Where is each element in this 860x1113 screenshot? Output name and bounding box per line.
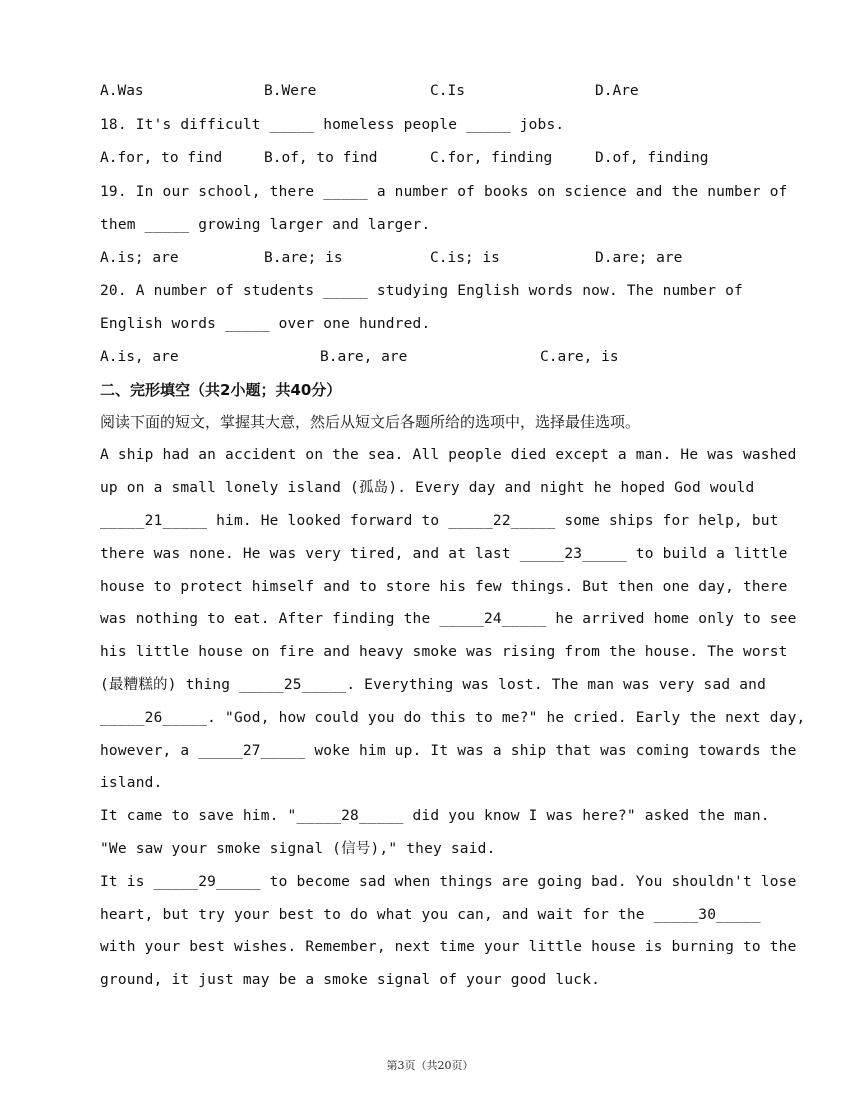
q18-option-b: B.of, to find xyxy=(264,150,378,166)
q19-stem-line: 19. In our school, there _____ a number of books on science and the number of xyxy=(100,184,788,200)
passage-line: _____26_____. "God, how could you do this to me?" he cried. Early the next day, xyxy=(100,710,806,726)
q20-stem-line: 20. A number of students _____ studying English words now. The number of xyxy=(100,283,743,299)
section-instruction: 阅读下面的短文，掌握其大意，然后从短文后各题所给的选项中，选择最佳选项。 xyxy=(100,413,641,431)
q18-option-a: A.for, to find xyxy=(100,150,223,166)
passage-line: house to protect himself and to store his few things. But then one day, there xyxy=(100,579,788,595)
passage-line: _____21_____ him. He looked forward to _____22_____ some ships for help, but xyxy=(100,513,779,529)
passage-line: his little house on fire and heavy smoke was rising from the house. The worst xyxy=(100,644,788,660)
passage-line: (最糟糕的) thing _____25_____. Everything was lost. The man was very sad and xyxy=(100,677,767,693)
q17-option-c: C.Is xyxy=(430,83,465,99)
passage-line: It is _____29_____ to become sad when things are going bad. You shouldn't lose xyxy=(100,874,797,890)
passage-line: It came to save him. "_____28_____ did you know I was here?" asked the man. xyxy=(100,808,770,824)
page-footer: 第3页（共20页） xyxy=(386,1059,474,1072)
q17-option-b: B.Were xyxy=(264,83,317,99)
passage-line: ground, it just may be a smoke signal of your good luck. xyxy=(100,972,601,988)
passage-line: up on a small lonely island (孤岛). Every day and night he hoped God would xyxy=(100,480,755,496)
passage-line: A ship had an accident on the sea. All people died except a man. He was washed xyxy=(100,447,797,463)
q20-option-b: B.are, are xyxy=(320,349,408,365)
q18-option-c: C.for, finding xyxy=(430,150,553,166)
passage-line: island. xyxy=(100,775,163,791)
q19-stem-line: them _____ growing larger and larger. xyxy=(100,217,431,233)
section-heading: 二、完形填空（共2小题；共40分） xyxy=(100,381,342,399)
q20-option-c: C.are, is xyxy=(540,349,619,365)
q19-option-a: A.is; are xyxy=(100,250,179,266)
passage-line: there was none. He was very tired, and at last _____23_____ to build a little xyxy=(100,546,788,562)
passage-line: however, a _____27_____ woke him up. It was a ship that was coming towards the xyxy=(100,743,797,759)
q20-stem-line: English words _____ over one hundred. xyxy=(100,316,431,332)
passage-line: with your best wishes. Remember, next time your little house is burning to the xyxy=(100,939,797,955)
q20-option-a: A.is, are xyxy=(100,349,179,365)
q19-option-d: D.are; are xyxy=(595,250,683,266)
q19-option-b: B.are; is xyxy=(264,250,343,266)
passage-line: heart, but try your best to do what you can, and wait for the _____30_____ xyxy=(100,907,761,923)
passage-line: was nothing to eat. After finding the _____24_____ he arrived home only to see xyxy=(100,611,797,627)
passage-line: "We saw your smoke signal (信号)," they said. xyxy=(100,841,496,857)
q17-option-d: D.Are xyxy=(595,83,639,99)
q18-stem: 18. It's difficult _____ homeless people _____ jobs. xyxy=(100,117,565,133)
q17-option-a: A.Was xyxy=(100,83,144,99)
q18-option-d: D.of, finding xyxy=(595,150,709,166)
q19-option-c: C.is; is xyxy=(430,250,500,266)
